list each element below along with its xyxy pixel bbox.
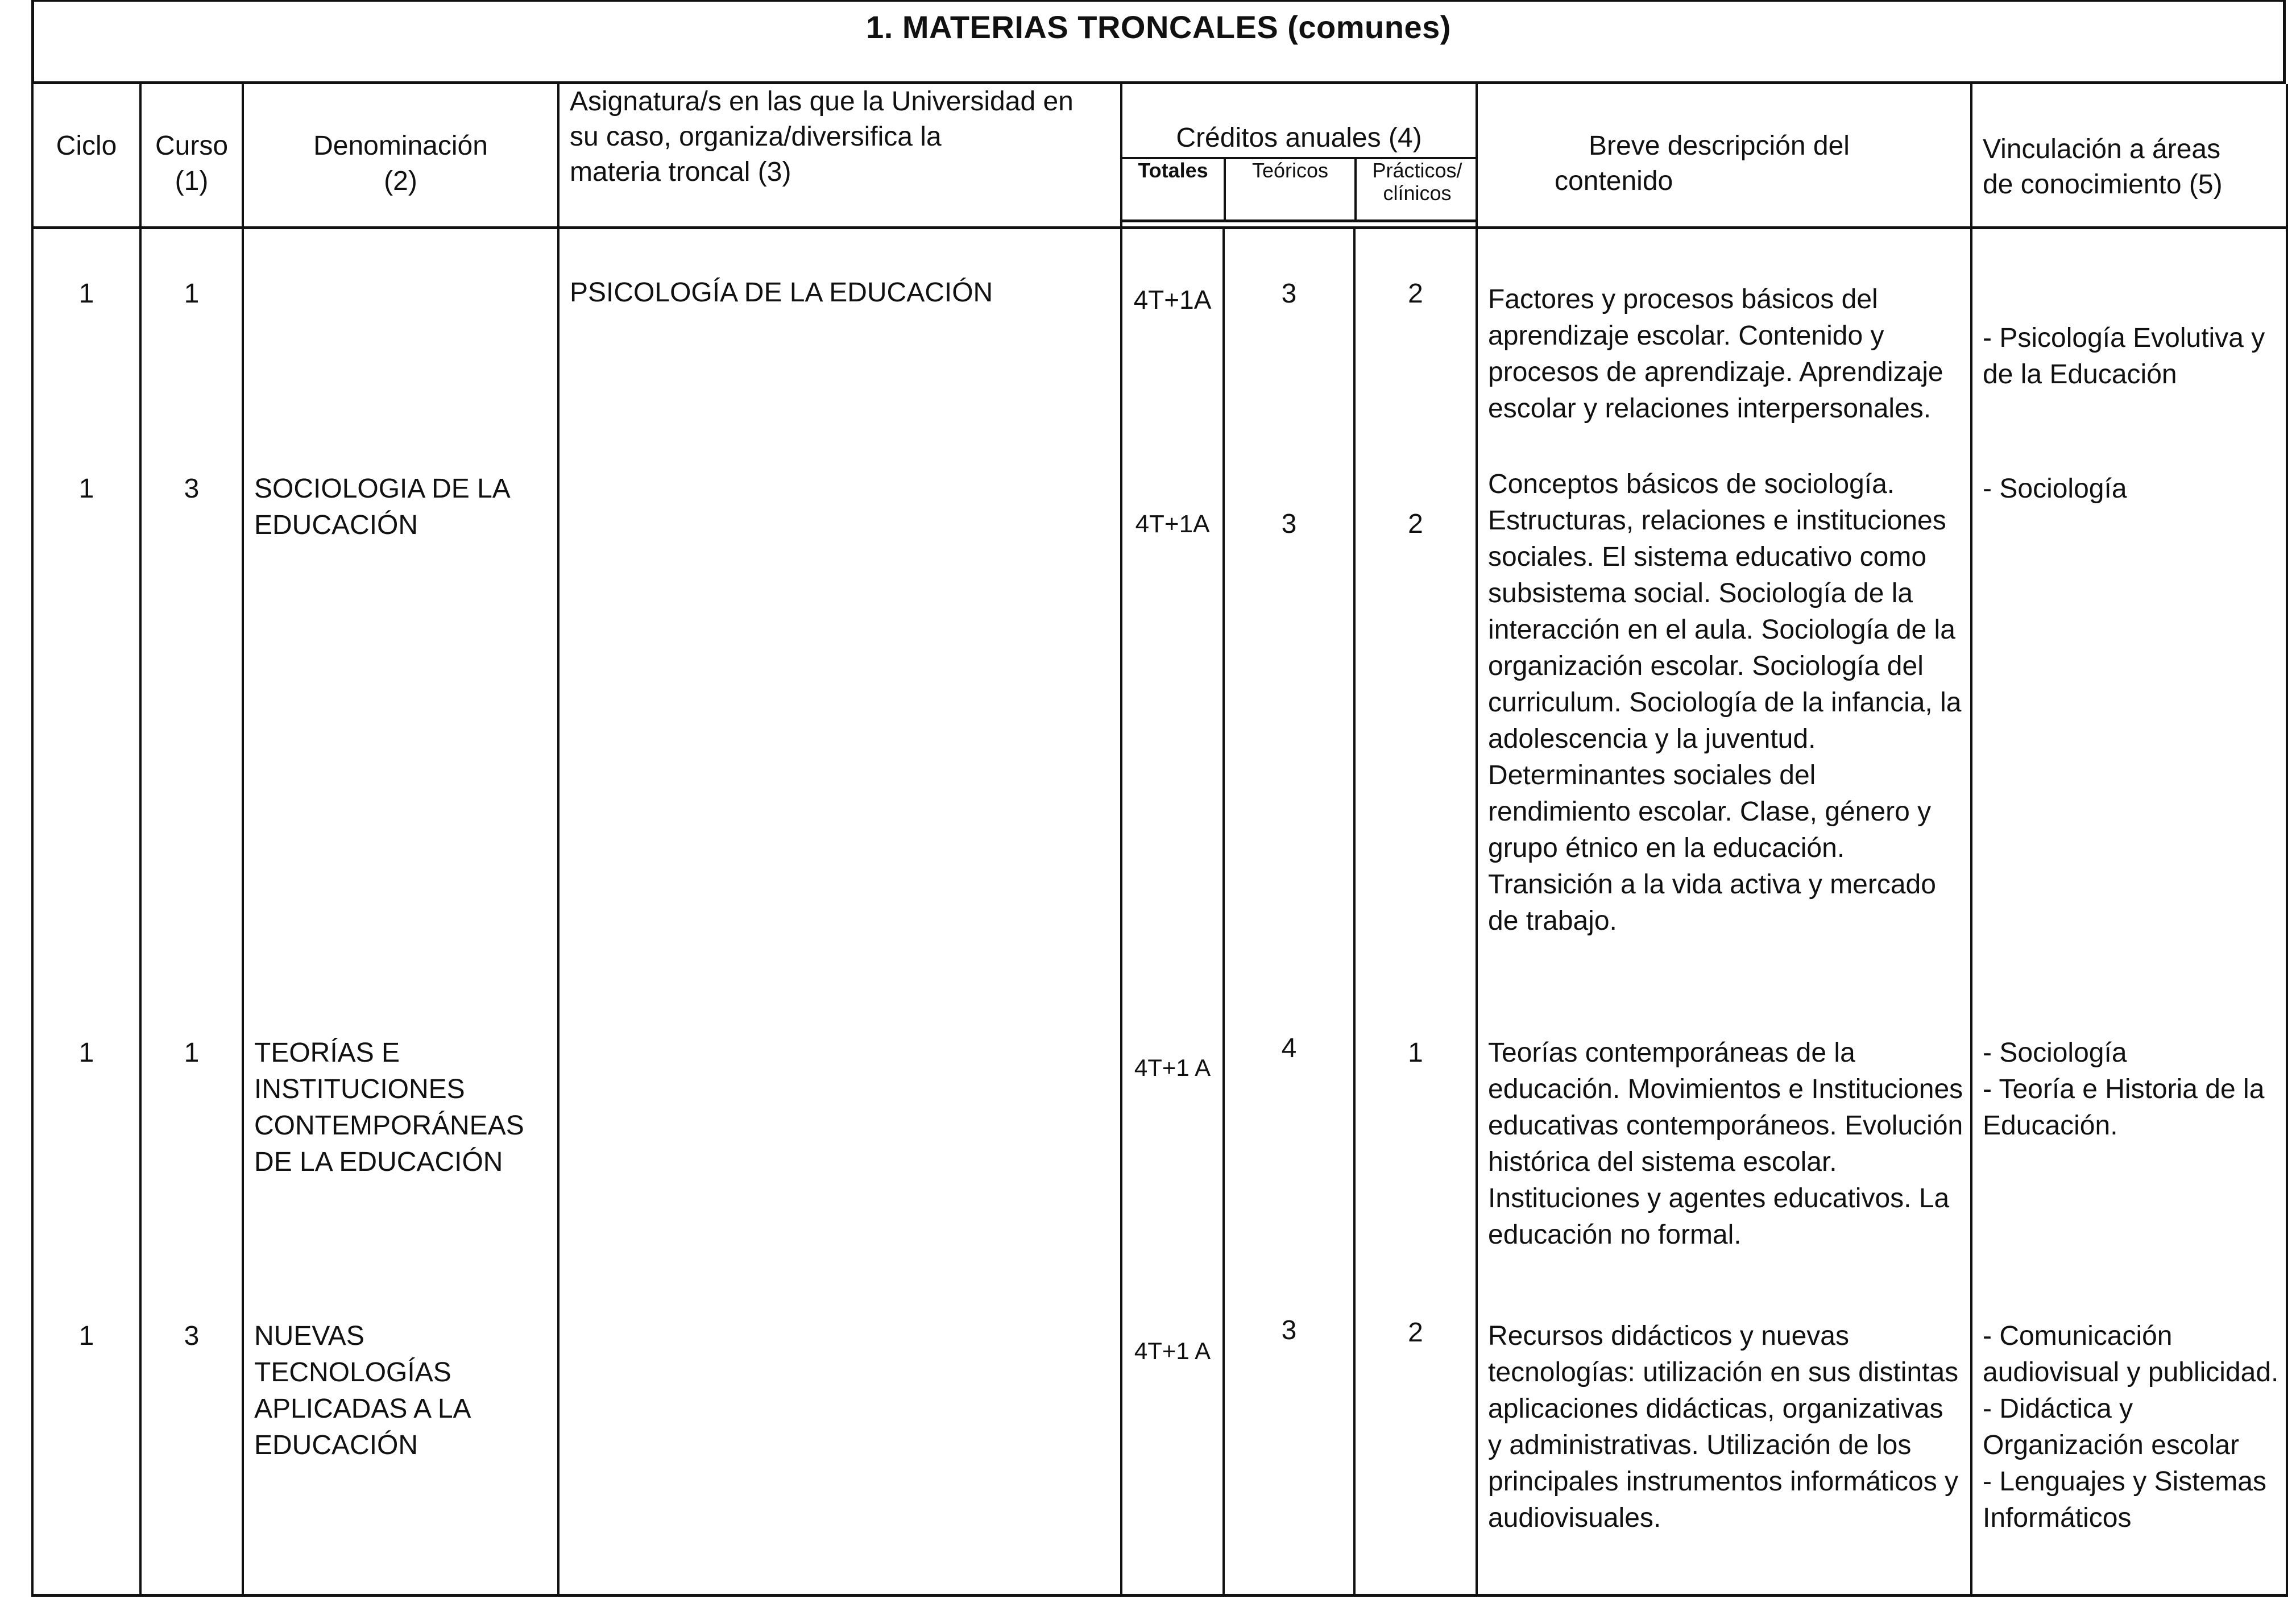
header-denominacion <box>243 84 558 227</box>
cell-denominacion: SOCIOLOGIA DE LA EDUCACIÓN <box>243 461 558 1025</box>
header-vinculacion-line2: de conocimiento (5) <box>1983 169 2223 200</box>
header-asignatura-line2: su caso, organiza/diversifica la <box>570 122 942 152</box>
header-descripcion <box>1477 84 1971 227</box>
cell-teoricos: 3 <box>1224 227 1354 461</box>
cell-totales: 4T+1A <box>1121 461 1224 1025</box>
header-creditos-label: Créditos anuales (4) <box>1176 123 1422 153</box>
cell-asignatura <box>558 461 1121 1025</box>
cell-totales: 4T+1 A <box>1121 1308 1224 1596</box>
table-row <box>32 227 2287 461</box>
cell-denominacion: TEORÍAS E INSTITUCIONES CONTEMPORÁNEAS DE LA EDUCACIÓN <box>243 1025 558 1308</box>
document-page <box>31 0 2286 1598</box>
header-asignatura-line1: Asignatura/s en las que la Universidad en <box>570 86 1074 117</box>
header-practicos-line1: Prácticos/ <box>1372 159 1462 182</box>
header-asignatura <box>558 84 1121 227</box>
cell-curso: 1 <box>140 1025 243 1308</box>
table-row <box>32 461 2287 1025</box>
cell-totales: 4T+1 A <box>1121 1025 1224 1308</box>
cell-teoricos: 3 <box>1224 461 1354 1025</box>
cell-descripcion: Teorías contemporáneas de la educación. Movimientos e Instituciones educativas contemporáneos. Evolución histórica del sistema escolar. Instituciones y agentes educativos. La educación no formal. <box>1477 1025 1971 1308</box>
header-curso-label: Curso <box>155 131 229 161</box>
header-denominacion-label: Denominación <box>313 131 488 161</box>
cell-practicos: 2 <box>1354 461 1477 1025</box>
header-totales: Totales <box>1122 158 1225 221</box>
page-title: 1. MATERIAS TRONCALES (comunes) <box>866 9 1451 45</box>
header-asignatura-line3: materia troncal (3) <box>570 157 791 187</box>
cell-descripcion: Factores y procesos básicos del aprendizaje escolar. Contenido y procesos de aprendizaje. Aprendizaje escolar y relaciones interpersonales. <box>1477 227 1971 461</box>
cell-vinculacion: - Psicología Evolutiva y de la Educación <box>1971 227 2287 461</box>
header-descripcion-line1: Breve descripción del <box>1589 131 1850 161</box>
cell-vinculacion: - Sociología <box>1971 461 2287 1025</box>
header-vinculacion <box>1971 84 2287 227</box>
cell-practicos: 2 <box>1354 227 1477 461</box>
cell-asignatura: PSICOLOGÍA DE LA EDUCACIÓN <box>558 227 1121 461</box>
header-descripcion-line2: contenido <box>1555 166 1673 196</box>
cell-curso: 1 <box>140 227 243 461</box>
cell-vinculacion: - Sociología - Teoría e Historia de la Educación. <box>1971 1025 2287 1308</box>
title-bar <box>31 0 2286 84</box>
header-creditos <box>1121 84 1477 227</box>
header-denominacion-note: (2) <box>384 166 417 196</box>
cell-teoricos: 4 <box>1224 1025 1354 1308</box>
table-row <box>32 1308 2287 1596</box>
cell-curso: 3 <box>140 461 243 1025</box>
cell-asignatura <box>558 1025 1121 1308</box>
cell-curso: 3 <box>140 1308 243 1596</box>
cell-descripcion: Conceptos básicos de sociología. Estructuras, relaciones e instituciones sociales. El sistema educativo como subsistema social. Sociología de la interacción en el aula. Sociología de la organización escolar. Sociología del curriculum. Sociología de la infancia, la adolescencia y la juventud. Determinantes sociales del rendimiento escolar. Clase, género y grupo étnico en la educación. Transición a la vida activa y mercado de trabajo. <box>1477 461 1971 1025</box>
header-ciclo-label: Ciclo <box>56 131 117 161</box>
header-ciclo <box>32 84 140 227</box>
cell-ciclo: 1 <box>32 461 140 1025</box>
subjects-table <box>31 84 2288 1597</box>
header-curso-note: (1) <box>175 166 209 196</box>
cell-descripcion: Recursos didácticos y nuevas tecnologías: utilización en sus distintas aplicaciones didácticas, organizativas y administrativas. Utilización de los principales instrumentos informáticos y audiovisuales. <box>1477 1308 1971 1596</box>
cell-vinculacion: - Comunicación audiovisual y publicidad. - Didáctica y Organización escolar - Lenguajes y Sistemas Informáticos <box>1971 1308 2287 1596</box>
table-row <box>32 1025 2287 1308</box>
header-vinculacion-line1: Vinculación a áreas <box>1983 134 2221 164</box>
header-practicos-line2: clínicos <box>1383 181 1452 205</box>
header-curso <box>140 84 243 227</box>
cell-totales: 4T+1A <box>1121 227 1224 461</box>
cell-ciclo: 1 <box>32 1308 140 1596</box>
cell-denominacion: NUEVAS TECNOLOGÍAS APLICADAS A LA EDUCACIÓN <box>243 1308 558 1596</box>
cell-ciclo: 1 <box>32 1025 140 1308</box>
header-teoricos: Teóricos <box>1225 158 1356 221</box>
cell-denominacion <box>243 227 558 461</box>
cell-teoricos: 3 <box>1224 1308 1354 1596</box>
cell-practicos: 1 <box>1354 1025 1477 1308</box>
header-practicos <box>1356 158 1478 221</box>
cell-ciclo: 1 <box>32 227 140 461</box>
cell-practicos: 2 <box>1354 1308 1477 1596</box>
cell-asignatura <box>558 1308 1121 1596</box>
